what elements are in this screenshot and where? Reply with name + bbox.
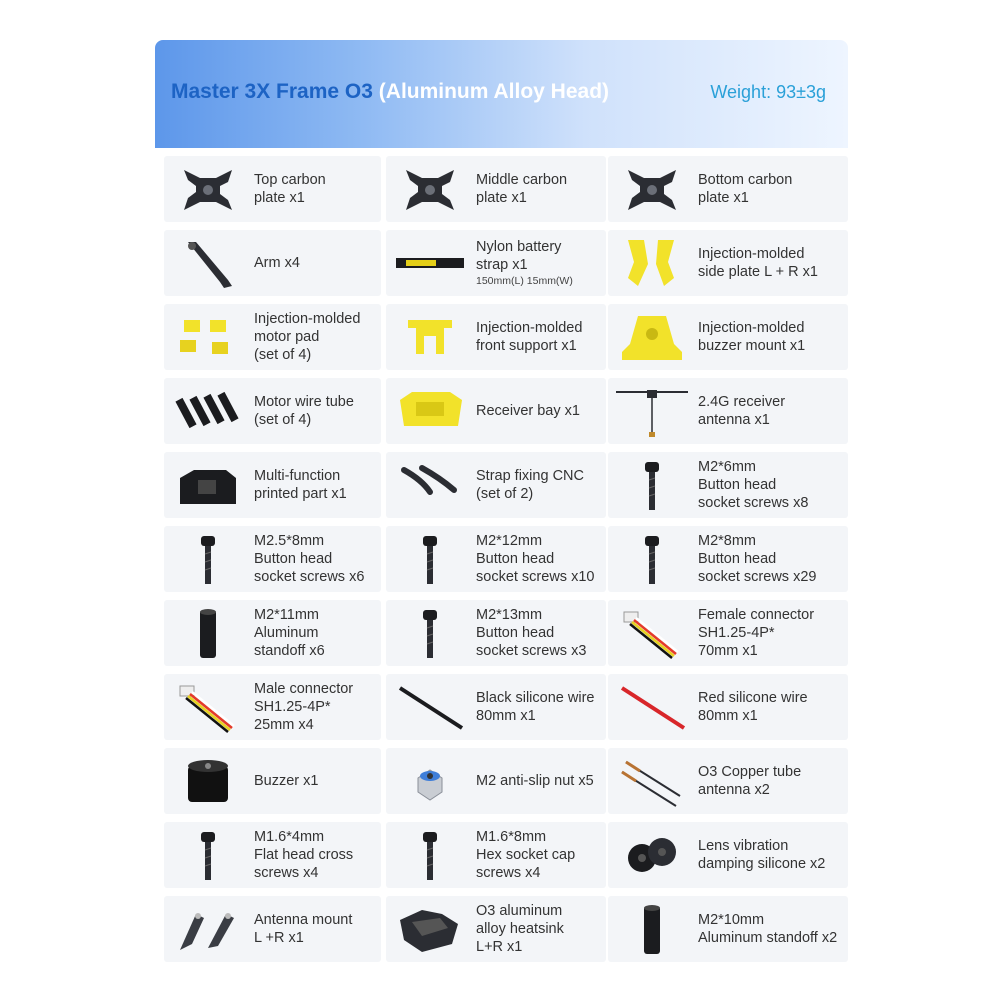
part-label <box>698 393 785 429</box>
part-item <box>164 896 381 962</box>
part-note: 150mm(L) 15mm(W) <box>476 275 573 287</box>
part-label <box>476 606 586 660</box>
part-label <box>254 911 352 947</box>
screw-icon <box>392 604 468 662</box>
part-item <box>386 674 606 740</box>
part-label <box>476 238 573 288</box>
part-item <box>608 378 848 444</box>
part-label <box>476 171 567 207</box>
part-label-text: Arm x4 <box>254 255 300 271</box>
screw-icon <box>392 530 468 588</box>
carbon-plate-icon <box>392 160 468 218</box>
part-item <box>164 230 381 296</box>
part-item <box>164 304 381 370</box>
part-label-text: M2.5*8mm Button head socket screws x6 <box>254 533 365 585</box>
parts-sheet <box>155 40 848 960</box>
part-item <box>608 526 848 592</box>
part-label <box>254 828 353 882</box>
part-item <box>164 748 381 814</box>
weight-label: Weight: 93±3g <box>710 82 826 102</box>
part-item <box>386 600 606 666</box>
title-main: Master 3X Frame O3 <box>171 80 373 103</box>
part-item <box>608 674 848 740</box>
part-label <box>476 902 564 956</box>
part-label <box>698 911 837 947</box>
standoff-icon <box>170 604 246 662</box>
part-label <box>254 393 354 429</box>
part-label <box>254 254 300 272</box>
part-label-text: Antenna mount L +R x1 <box>254 912 353 946</box>
part-item <box>164 378 381 444</box>
part-label-text: M2*11mm Aluminum standoff x6 <box>254 607 325 659</box>
part-label <box>476 772 594 790</box>
part-label <box>254 467 347 503</box>
page-title <box>171 80 609 104</box>
part-label <box>698 763 801 799</box>
part-label-text: Middle carbon plate x1 <box>476 172 568 206</box>
part-label <box>698 319 805 355</box>
part-item <box>164 674 381 740</box>
buzzer-mount-icon <box>614 308 690 366</box>
battery-strap-icon <box>392 234 468 292</box>
part-label-text: Male connector SH1.25-4P* 25mm x4 <box>254 681 354 733</box>
part-item <box>608 896 848 962</box>
part-item <box>608 452 848 518</box>
part-label-text: Female connector SH1.25-4P* 70mm x1 <box>698 607 815 659</box>
part-label-text: M2*13mm Button head socket screws x3 <box>476 607 587 659</box>
part-label-text: Red silicone wire 80mm x1 <box>698 690 808 724</box>
strap-cnc-icon <box>392 456 468 514</box>
part-label-text: Nylon battery strap x1 <box>476 239 562 273</box>
screw-icon <box>170 826 246 884</box>
part-item <box>164 526 381 592</box>
front-support-icon <box>392 308 468 366</box>
part-item <box>386 230 606 296</box>
motor-pad-icon <box>170 308 246 366</box>
part-label-text: M2*6mm Button head socket screws x8 <box>698 459 809 511</box>
part-label <box>698 171 792 207</box>
part-item <box>164 600 381 666</box>
wire-tube-icon <box>170 382 246 440</box>
part-item <box>386 896 606 962</box>
header-banner <box>155 40 848 148</box>
connector-icon <box>614 604 690 662</box>
part-label <box>254 171 326 207</box>
part-label <box>254 310 360 364</box>
part-item <box>608 230 848 296</box>
part-label <box>698 532 816 586</box>
part-item <box>386 452 606 518</box>
part-label-text: Injection-molded side plate L + R x1 <box>698 246 818 280</box>
buzzer-icon <box>170 752 246 810</box>
part-label <box>476 689 594 725</box>
part-label-text: M1.6*8mm Hex socket cap screws x4 <box>476 829 576 881</box>
part-label-text: Lens vibration damping silicone x2 <box>698 838 826 872</box>
red-wire-icon <box>614 678 690 736</box>
screw-icon <box>392 826 468 884</box>
receiver-antenna-icon <box>614 382 690 440</box>
part-label-text: O3 aluminum alloy heatsink L+R x1 <box>476 903 564 955</box>
part-item <box>386 822 606 888</box>
part-label-text: M2 anti-slip nut x5 <box>476 773 594 789</box>
copper-antenna-icon <box>614 752 690 810</box>
connector-icon <box>170 678 246 736</box>
part-label <box>254 772 318 790</box>
part-label-text: Bottom carbon plate x1 <box>698 172 793 206</box>
printed-part-icon <box>170 456 246 514</box>
standoff-icon <box>614 900 690 958</box>
part-label-text: M1.6*4mm Flat head cross screws x4 <box>254 829 354 881</box>
part-label <box>476 319 582 355</box>
screw-icon <box>614 530 690 588</box>
part-label-text: Black silicone wire 80mm x1 <box>476 690 595 724</box>
part-label <box>698 606 814 660</box>
part-label <box>698 837 825 873</box>
title-subtitle: (Aluminum Alloy Head) <box>378 80 610 103</box>
part-item <box>386 748 606 814</box>
side-plate-icon <box>614 234 690 292</box>
part-label-text: 2.4G receiver antenna x1 <box>698 394 786 428</box>
part-item <box>608 748 848 814</box>
part-label-text: Receiver bay x1 <box>476 403 580 419</box>
part-label <box>698 245 818 281</box>
part-label <box>476 402 580 420</box>
heatsink-icon <box>392 900 468 958</box>
screw-icon <box>170 530 246 588</box>
carbon-plate-icon <box>170 160 246 218</box>
part-label-text: Injection-molded front support x1 <box>476 320 583 354</box>
nut-icon <box>392 752 468 810</box>
arm-icon <box>170 234 246 292</box>
part-item <box>386 378 606 444</box>
receiver-bay-icon <box>392 382 468 440</box>
part-label-text: O3 Copper tube antenna x2 <box>698 764 802 798</box>
carbon-plate-icon <box>614 160 690 218</box>
part-label-text: Motor wire tube (set of 4) <box>254 394 354 428</box>
part-label-text: M2*8mm Button head socket screws x29 <box>698 533 817 585</box>
part-label <box>254 532 364 586</box>
part-item <box>164 156 381 222</box>
black-wire-icon <box>392 678 468 736</box>
part-label <box>476 467 584 503</box>
part-label <box>698 689 808 725</box>
part-label <box>254 680 353 734</box>
part-label-text: Multi-function printed part x1 <box>254 468 347 502</box>
damping-silicone-icon <box>614 826 690 884</box>
part-label-text: Top carbon plate x1 <box>254 172 326 206</box>
part-item <box>608 822 848 888</box>
antenna-mount-icon <box>170 900 246 958</box>
part-item <box>386 526 606 592</box>
part-label-text: Injection-molded motor pad (set of 4) <box>254 311 361 363</box>
part-item <box>608 600 848 666</box>
part-item <box>386 156 606 222</box>
part-label <box>698 458 808 512</box>
part-item <box>386 304 606 370</box>
part-label-text: Buzzer x1 <box>254 773 319 789</box>
part-item <box>164 452 381 518</box>
part-label-text: M2*10mm Aluminum standoff x2 <box>698 912 838 946</box>
part-label <box>476 532 594 586</box>
part-label <box>476 828 575 882</box>
screw-icon <box>614 456 690 514</box>
part-label <box>254 606 325 660</box>
part-item <box>164 822 381 888</box>
part-label-text: Injection-molded buzzer mount x1 <box>698 320 806 354</box>
part-item <box>608 156 848 222</box>
part-label-text: Strap fixing CNC (set of 2) <box>476 468 584 502</box>
part-label-text: M2*12mm Button head socket screws x10 <box>476 533 595 585</box>
part-item <box>608 304 848 370</box>
